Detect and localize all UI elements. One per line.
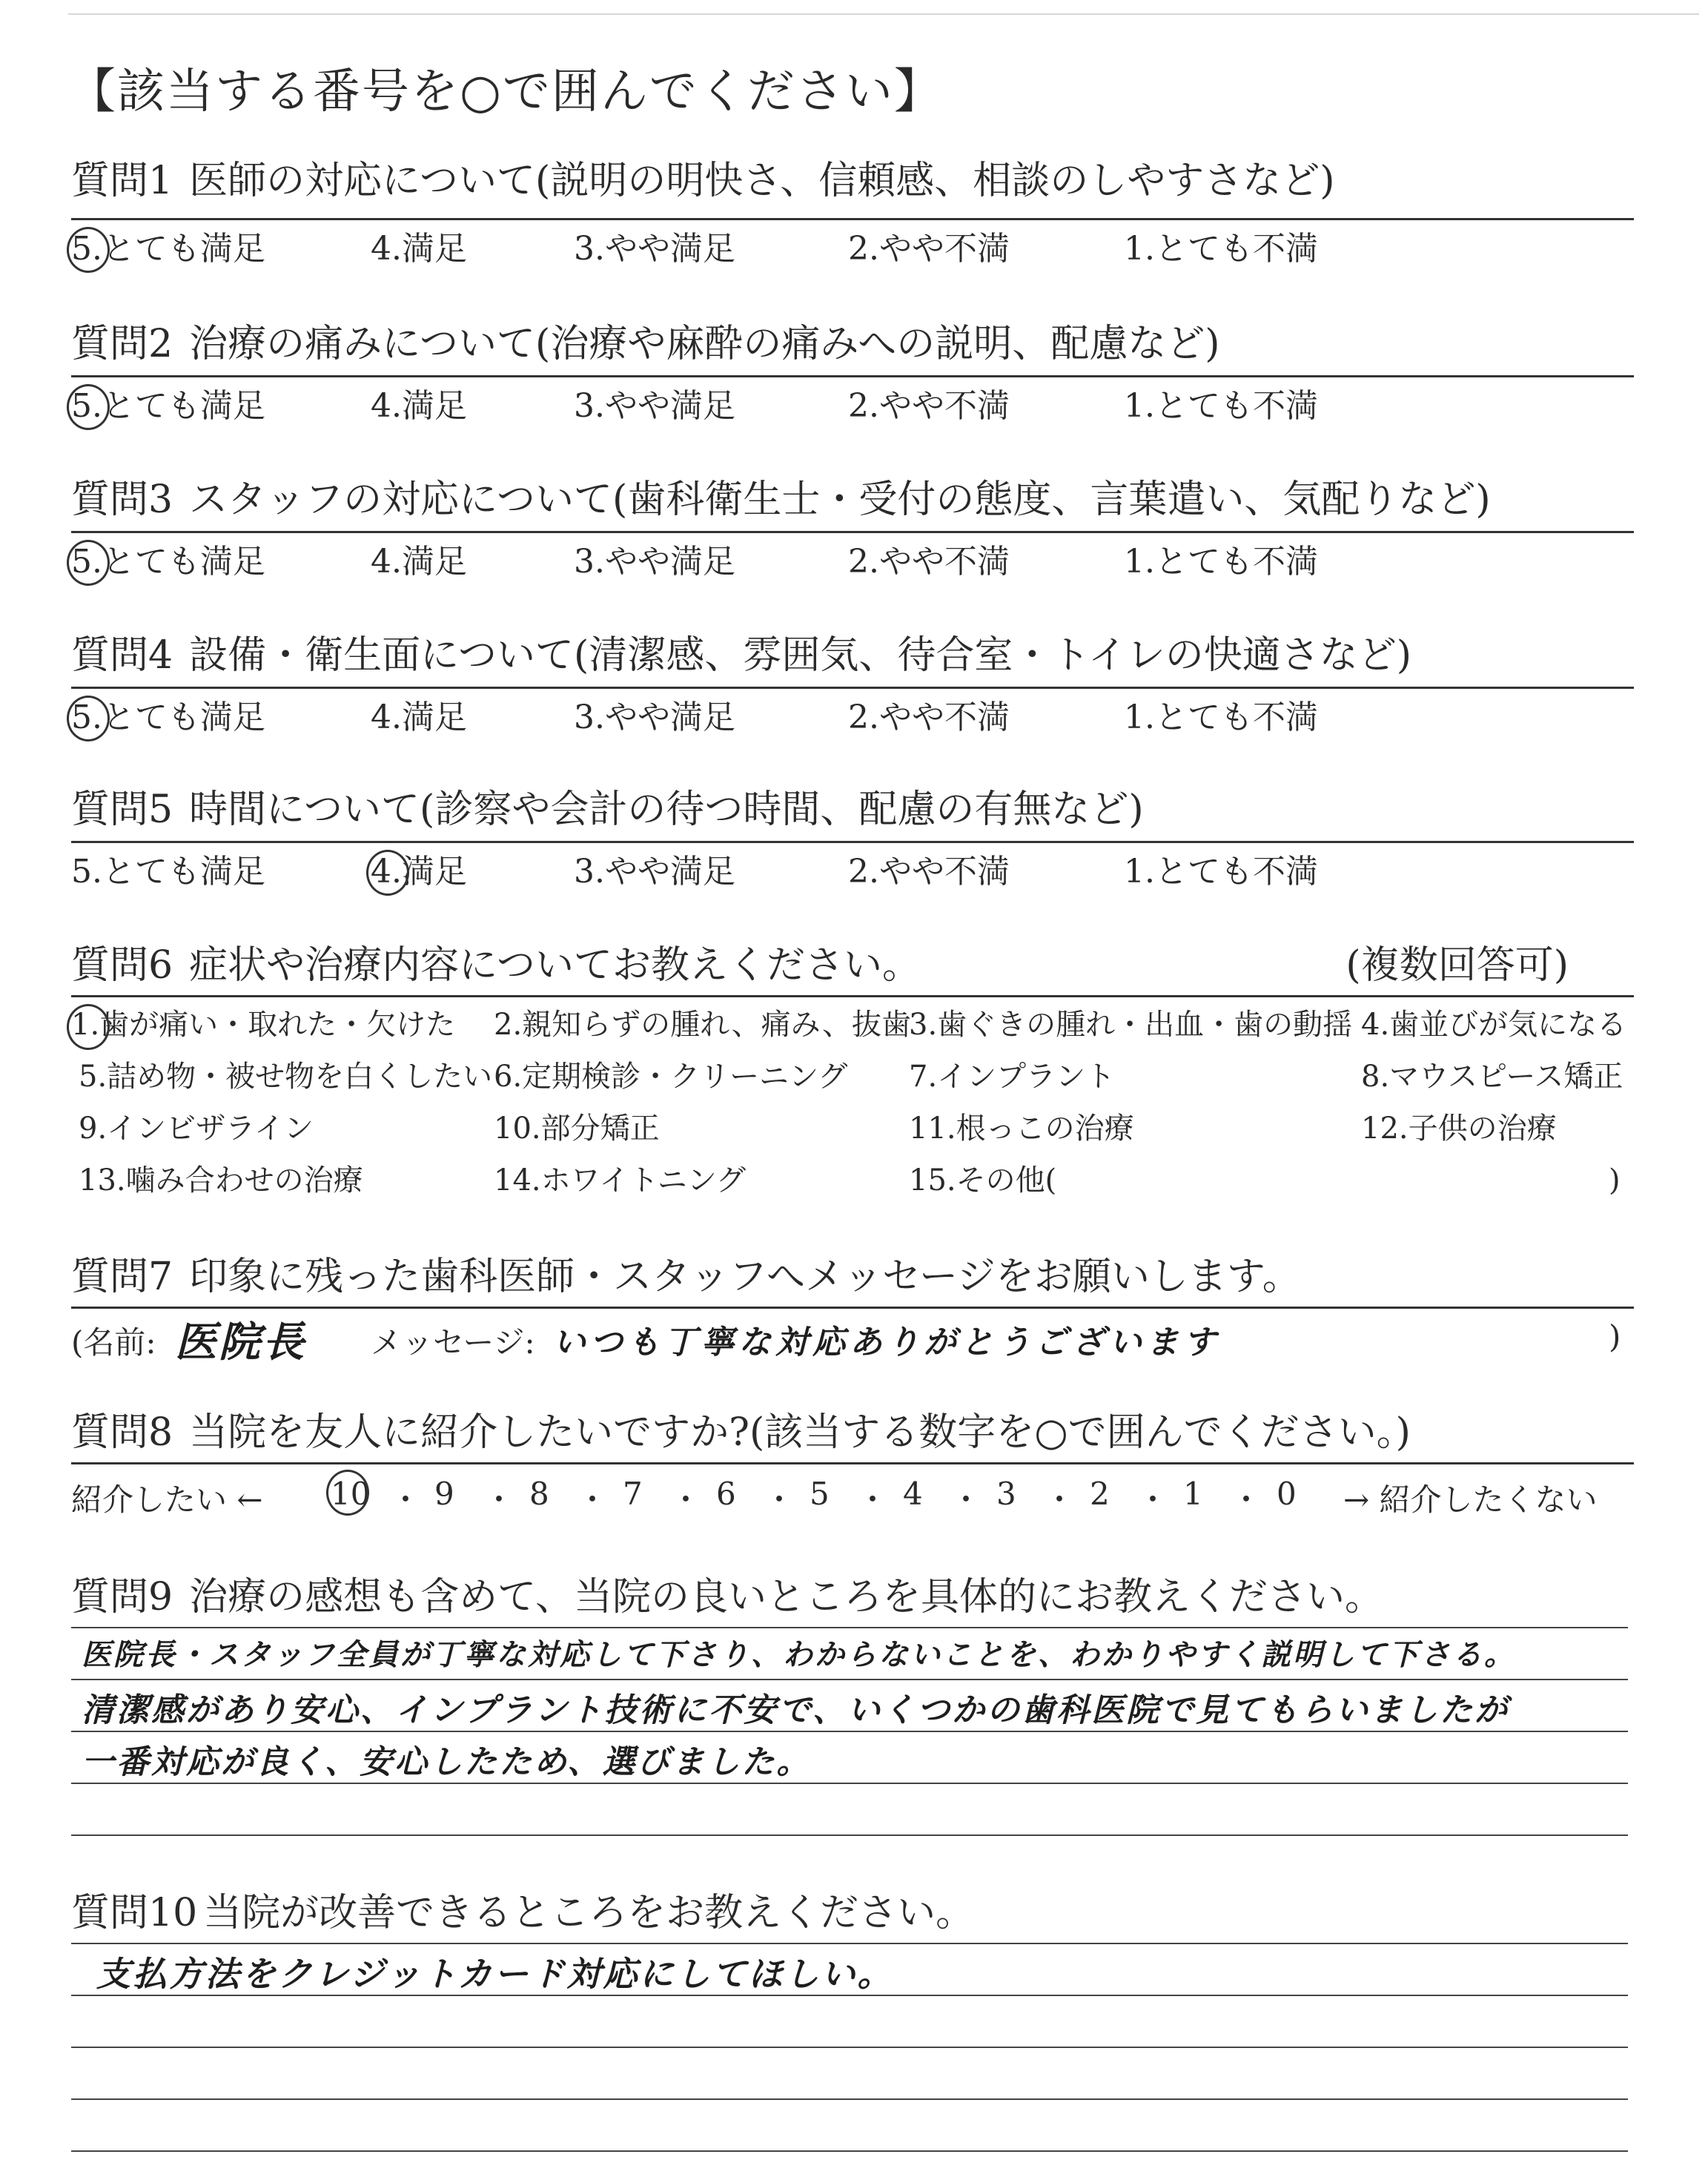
scale-dot: ・ xyxy=(764,1482,795,1518)
scale-dot: ・ xyxy=(390,1482,422,1518)
option-1[interactable]: 1.とても不満 xyxy=(1124,698,1318,736)
recommend-scale xyxy=(71,1476,1634,1518)
option-6[interactable]: 6.定期検診・クリーニング xyxy=(494,1060,848,1094)
question-7 xyxy=(71,1255,1628,1302)
option-3[interactable]: 3.やや満足 xyxy=(574,853,735,891)
top-divider xyxy=(68,13,1699,15)
option-13[interactable]: 13.噛み合わせの治療 xyxy=(79,1163,363,1198)
message-value[interactable]: いつも丁寧な対応ありがとうございます xyxy=(553,1324,1220,1361)
option-4[interactable]: 4.満足 xyxy=(371,543,467,581)
option-4[interactable]: 4.満足 xyxy=(371,698,467,736)
answer-text-line-1[interactable]: 医院長・スタッフ全員が丁寧な対応して下さり、わからないことを、わかりやすく説明して下さる。 xyxy=(82,1638,1516,1672)
other-close-paren: ) xyxy=(1609,1163,1621,1198)
option-4[interactable]: 4.満足 xyxy=(371,853,467,891)
scale-8[interactable]: 8 xyxy=(529,1476,549,1512)
answer-text-line-2[interactable]: 清潔感があり安心、インプラント技術に不安で、いくつかの歯科医院で見てもらいましたが xyxy=(82,1691,1510,1729)
question-title: スタッフの対応について(歯科衛生士・受付の態度、言葉遣い、気配りなど) xyxy=(189,478,1491,522)
option-7[interactable]: 7.インプラント xyxy=(909,1060,1116,1094)
question-divider xyxy=(71,687,1634,689)
question-8 xyxy=(71,1410,1628,1458)
question-5 xyxy=(71,787,1628,835)
scale-6[interactable]: 6 xyxy=(716,1476,736,1512)
question-label: 質問4 xyxy=(71,633,173,678)
option-2[interactable]: 2.やや不満 xyxy=(848,543,1010,581)
question-divider xyxy=(71,531,1634,533)
scale-dot: ・ xyxy=(577,1482,609,1518)
question-title: 症状や治療内容についてお教えください。 xyxy=(189,943,921,988)
option-12[interactable]: 12.子供の治療 xyxy=(1361,1112,1557,1146)
name-value[interactable]: 医院長 xyxy=(175,1318,306,1367)
question-title: 治療の感想も含めて、当院の良いところを具体的にお教えください。 xyxy=(189,1575,1384,1619)
question-6 xyxy=(71,943,1628,991)
answer-line xyxy=(71,1627,1628,1628)
scale-5[interactable]: 5 xyxy=(810,1476,830,1512)
question-label: 質問6 xyxy=(71,943,173,988)
answer-line xyxy=(71,1783,1628,1784)
option-1[interactable]: 1.とても不満 xyxy=(1124,543,1318,581)
question-label: 質問5 xyxy=(71,787,173,832)
answer-text-line-3[interactable]: 一番対応が良く、安心したため、選びました。 xyxy=(82,1743,812,1781)
question-title: 設備・衛生面について(清潔感、雰囲気、待合室・トイレの快適さなど) xyxy=(189,633,1412,678)
answer-line xyxy=(71,2047,1628,2048)
message-close-paren: ) xyxy=(1609,1318,1621,1355)
option-5[interactable]: 5.とても満足 xyxy=(71,853,265,891)
scale-3[interactable]: 3 xyxy=(996,1476,1016,1512)
question-label: 質問2 xyxy=(71,322,173,366)
page-heading: 【該当する番号を○で囲んでください】 xyxy=(68,65,943,119)
question-divider xyxy=(71,1307,1634,1309)
scale-0[interactable]: 0 xyxy=(1277,1476,1297,1512)
answer-line xyxy=(71,1834,1628,1836)
name-label: (名前: xyxy=(71,1324,156,1361)
scale-10[interactable]: 10 xyxy=(331,1476,371,1512)
option-1[interactable]: 1.とても不満 xyxy=(1124,853,1318,891)
option-4[interactable]: 4.満足 xyxy=(371,387,467,425)
improvement-text-line-1[interactable]: 支払方法をクレジットカード対応にしてほしい。 xyxy=(96,1954,894,1994)
scale-dot: ・ xyxy=(1137,1482,1169,1518)
option-1[interactable]: 1.とても不満 xyxy=(1124,387,1318,425)
question-9 xyxy=(71,1575,1628,1622)
option-5[interactable]: 5.とても満足 xyxy=(71,543,265,581)
answer-line xyxy=(71,2150,1628,2152)
answer-line xyxy=(71,1943,1628,1944)
option-2[interactable]: 2.親知らずの腫れ、痛み、抜歯 xyxy=(494,1008,911,1042)
question-2 xyxy=(71,322,1628,369)
option-3[interactable]: 3.やや満足 xyxy=(574,543,735,581)
scale-7[interactable]: 7 xyxy=(623,1476,643,1512)
scale-9[interactable]: 9 xyxy=(434,1476,454,1512)
option-5[interactable]: 5.とても満足 xyxy=(71,698,265,736)
scale-dot: ・ xyxy=(857,1482,889,1518)
question-4 xyxy=(71,633,1628,681)
option-5[interactable]: 5.詰め物・被せ物を白くしたい xyxy=(79,1060,493,1094)
question-label: 質問3 xyxy=(71,478,173,522)
option-9[interactable]: 9.インビザライン xyxy=(79,1112,314,1146)
option-2[interactable]: 2.やや不満 xyxy=(848,387,1010,425)
question-label: 質問8 xyxy=(71,1410,173,1455)
option-2[interactable]: 2.やや不満 xyxy=(848,230,1010,268)
answer-line xyxy=(71,1679,1628,1680)
option-1[interactable]: 1.とても不満 xyxy=(1124,230,1318,268)
question-label: 質問7 xyxy=(71,1255,173,1299)
question-label: 質問1 xyxy=(71,159,173,203)
question-1 xyxy=(71,159,1628,206)
question-divider xyxy=(71,375,1634,377)
answer-line xyxy=(71,2098,1628,2100)
scale-right-label: → 紹介したくない xyxy=(1343,1482,1598,1518)
option-3[interactable]: 3.やや満足 xyxy=(574,387,735,425)
question-divider xyxy=(71,841,1634,843)
question-divider xyxy=(71,218,1634,220)
option-11[interactable]: 11.根っこの治療 xyxy=(909,1112,1134,1146)
option-3[interactable]: 3.やや満足 xyxy=(574,230,735,268)
message-row xyxy=(71,1314,1634,1367)
message-label: メッセージ: xyxy=(371,1324,535,1361)
answer-line xyxy=(71,1731,1628,1732)
question-divider xyxy=(71,995,1634,997)
option-10[interactable]: 10.部分矯正 xyxy=(494,1112,660,1146)
question-label: 質問10 xyxy=(71,1891,198,1935)
multiple-answer-note: (複数回答可) xyxy=(1345,943,1569,988)
option-15[interactable]: 15.その他( xyxy=(909,1163,1057,1198)
question-title: 当院を友人に紹介したいですか?(該当する数字を○で囲んでください。) xyxy=(189,1410,1411,1455)
scale-2[interactable]: 2 xyxy=(1090,1476,1110,1512)
question-title: 時間について(診察や会計の待つ時間、配慮の有無など) xyxy=(189,787,1144,832)
option-2[interactable]: 2.やや不満 xyxy=(848,853,1010,891)
question-title: 当院が改善できるところをお教えください。 xyxy=(203,1891,975,1935)
scale-dot: ・ xyxy=(1231,1482,1262,1518)
option-5[interactable]: 5.とても満足 xyxy=(71,387,265,425)
option-5[interactable]: 5.とても満足 xyxy=(71,230,265,268)
question-3 xyxy=(71,480,1628,525)
scale-dot: ・ xyxy=(1044,1482,1076,1518)
option-4[interactable]: 4.満足 xyxy=(371,230,467,268)
question-divider xyxy=(71,1462,1634,1464)
option-1[interactable]: 1.歯が痛い・取れた・欠けた xyxy=(71,1008,456,1042)
scale-dot: ・ xyxy=(670,1482,702,1518)
question-label: 質問9 xyxy=(71,1575,173,1619)
option-14[interactable]: 14.ホワイトニング xyxy=(494,1163,747,1198)
scale-dot: ・ xyxy=(950,1482,982,1518)
option-3[interactable]: 3.歯ぐきの腫れ・出血・歯の動揺 xyxy=(909,1008,1353,1042)
scale-4[interactable]: 4 xyxy=(903,1476,923,1512)
question-10 xyxy=(71,1891,1628,1938)
question-title: 印象に残った歯科医師・スタッフへメッセージをお願いします。 xyxy=(189,1255,1301,1299)
option-8[interactable]: 8.マウスピース矯正 xyxy=(1361,1060,1623,1094)
question-title: 医師の対応について(説明の明快さ、信頼感、相談のしやすさなど) xyxy=(189,159,1335,203)
scale-left-label: 紹介したい ← xyxy=(71,1482,263,1518)
option-4[interactable]: 4.歯並びが気になる xyxy=(1361,1008,1627,1042)
scale-1[interactable]: 1 xyxy=(1183,1476,1203,1512)
option-2[interactable]: 2.やや不満 xyxy=(848,698,1010,736)
question-title: 治療の痛みについて(治療や麻酔の痛みへの説明、配慮など) xyxy=(189,322,1220,366)
scale-dot: ・ xyxy=(483,1482,515,1518)
option-3[interactable]: 3.やや満足 xyxy=(574,698,735,736)
